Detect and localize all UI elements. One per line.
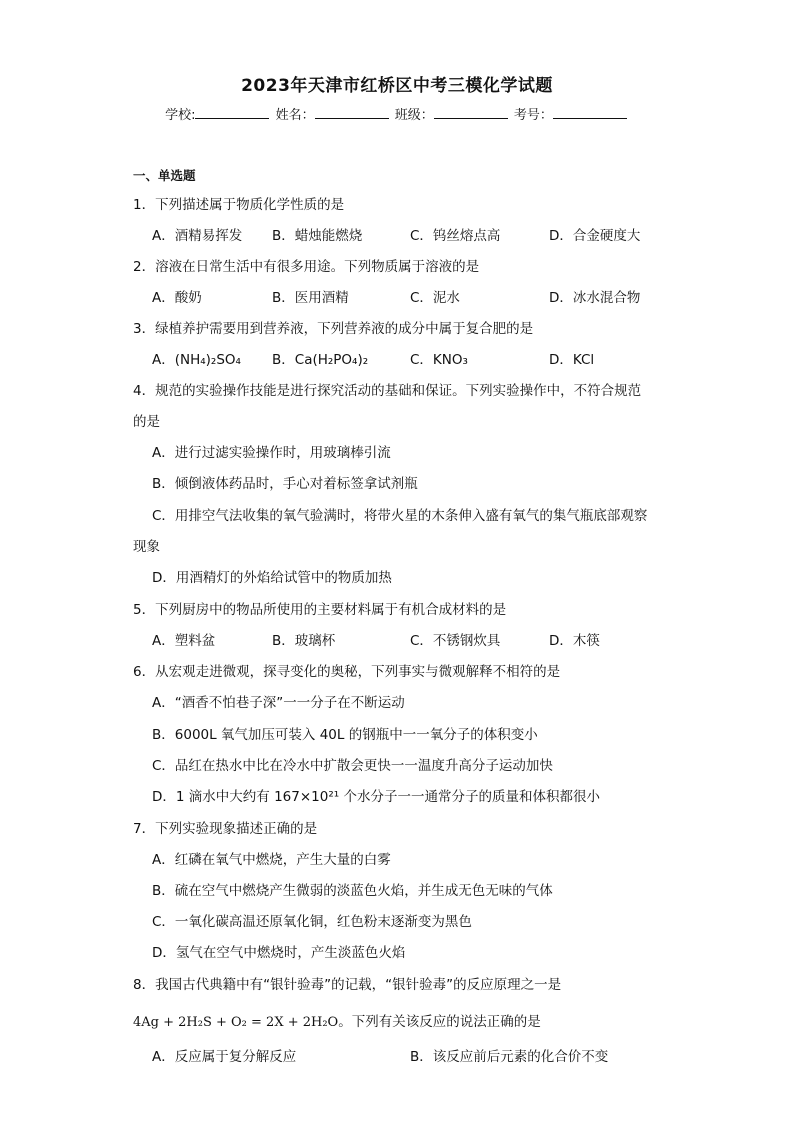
question-6-option-b: B．6000L 氧气加压可装入 40L 的钢瓶中一一氧分子的体积变小 xyxy=(152,727,538,743)
class-label: 班级： xyxy=(394,108,434,123)
school-blank[interactable] xyxy=(195,107,269,119)
question-5-option-a: A．塑料盆 xyxy=(152,633,216,649)
question-6-option-c: C．品红在热水中比在冷水中扩散会更快一一温度升高分子运动加快 xyxy=(152,758,553,774)
question-4-option-c-cont: 现象 xyxy=(133,539,160,555)
question-5-option-d: D．木筷 xyxy=(549,633,600,649)
question-3-option-a: A．(NH₄)₂SO₄ xyxy=(152,352,241,368)
question-7-option-c: C．一氧化碳高温还原氧化铜，红色粉末逐渐变为黑色 xyxy=(152,914,472,930)
question-7-option-a: A．红磷在氧气中燃烧，产生大量的白雾 xyxy=(152,852,391,868)
question-2-option-a: A．酸奶 xyxy=(152,290,202,306)
name-blank[interactable] xyxy=(315,107,389,119)
question-4-option-b: B．倾倒液体药品时，手心对着标签拿试剂瓶 xyxy=(152,476,418,492)
question-4-stem-line1: 4．规范的实验操作技能是进行探究活动的基础和保证。下列实验操作中，不符合规范 xyxy=(133,383,642,399)
question-6-option-d: D．1 滴水中大约有 167×10²¹ 个水分子一一通常分子的质量和体积都很小 xyxy=(152,789,600,805)
question-5-option-b: B．玻璃杯 xyxy=(272,633,336,649)
question-4-stem-line2: 的是 xyxy=(133,414,160,430)
question-5-option-c: C．不锈钢炊具 xyxy=(410,633,501,649)
question-2-stem: 2．溶液在日常生活中有很多用途。下列物质属于溶液的是 xyxy=(133,259,480,275)
school-label: 学校: xyxy=(165,108,196,123)
page-title: 2023年天津市红桥区中考三模化学试题 xyxy=(241,76,553,96)
question-1-option-a: A．酒精易挥发 xyxy=(152,228,243,244)
question-3-option-b: B．Ca(H₂PO₄)₂ xyxy=(272,352,369,368)
student-info-row xyxy=(0,104,794,123)
question-1-option-d: D．合金硬度大 xyxy=(549,228,641,244)
exam-no-blank[interactable] xyxy=(553,107,627,119)
exam-no-label: 考号： xyxy=(513,108,553,123)
question-3-option-c: C．KNO₃ xyxy=(410,352,468,368)
name-label: 姓名： xyxy=(275,108,315,123)
question-8-stem-tail: 。下列有关该反应的说法正确的是 xyxy=(338,1014,541,1030)
class-blank[interactable] xyxy=(434,107,508,119)
question-3-stem: 3．绿植养护需要用到营养液，下列营养液的成分中属于复合肥的是 xyxy=(133,321,534,337)
question-4-option-d: D．用酒精灯的外焰给试管中的物质加热 xyxy=(152,570,392,586)
question-8-equation-line xyxy=(133,1010,541,1030)
question-7-stem: 7．下列实验现象描述正确的是 xyxy=(133,821,318,837)
question-8-option-a: A．反应属于复分解反应 xyxy=(152,1049,297,1065)
question-6-stem: 6．从宏观走进微观，探寻变化的奥秘，下列事实与微观解释不相符的是 xyxy=(133,664,561,680)
chemical-equation: 4Ag + 2H₂S + O₂ = 2X + 2H₂O xyxy=(133,1015,339,1030)
question-1-option-b: B．蜡烛能燃烧 xyxy=(272,228,363,244)
question-1-option-c: C．钨丝熔点高 xyxy=(410,228,501,244)
question-1-stem: 1．下列描述属于物质化学性质的是 xyxy=(133,197,345,213)
question-8-option-b: B．该反应前后元素的化合价不变 xyxy=(410,1049,609,1065)
question-8-stem: 8．我国古代典籍中有“银针验毒”的记载，“银针验毒”的反应原理之一是 xyxy=(133,977,562,993)
question-7-option-b: B．硫在空气中燃烧产生微弱的淡蓝色火焰，并生成无色无味的气体 xyxy=(152,883,553,899)
question-4-option-a: A．进行过滤实验操作时，用玻璃棒引流 xyxy=(152,445,391,461)
question-2-option-b: B．医用酒精 xyxy=(272,290,349,306)
question-2-option-c: C．泥水 xyxy=(410,290,460,306)
question-2-option-d: D．冰水混合物 xyxy=(549,290,641,306)
question-7-option-d: D．氢气在空气中燃烧时，产生淡蓝色火焰 xyxy=(152,945,406,961)
question-4-option-c: C．用排空气法收集的氧气验满时，将带火星的木条伸入盛有氧气的集气瓶底部观察 xyxy=(152,508,648,524)
question-3-option-d: D．KCl xyxy=(549,352,595,368)
question-6-option-a: A．“酒香不怕巷子深”一一分子在不断运动 xyxy=(152,695,405,711)
section-heading: 一、单选题 xyxy=(133,168,196,183)
question-5-stem: 5．下列厨房中的物品所使用的主要材料属于有机合成材料的是 xyxy=(133,602,507,618)
